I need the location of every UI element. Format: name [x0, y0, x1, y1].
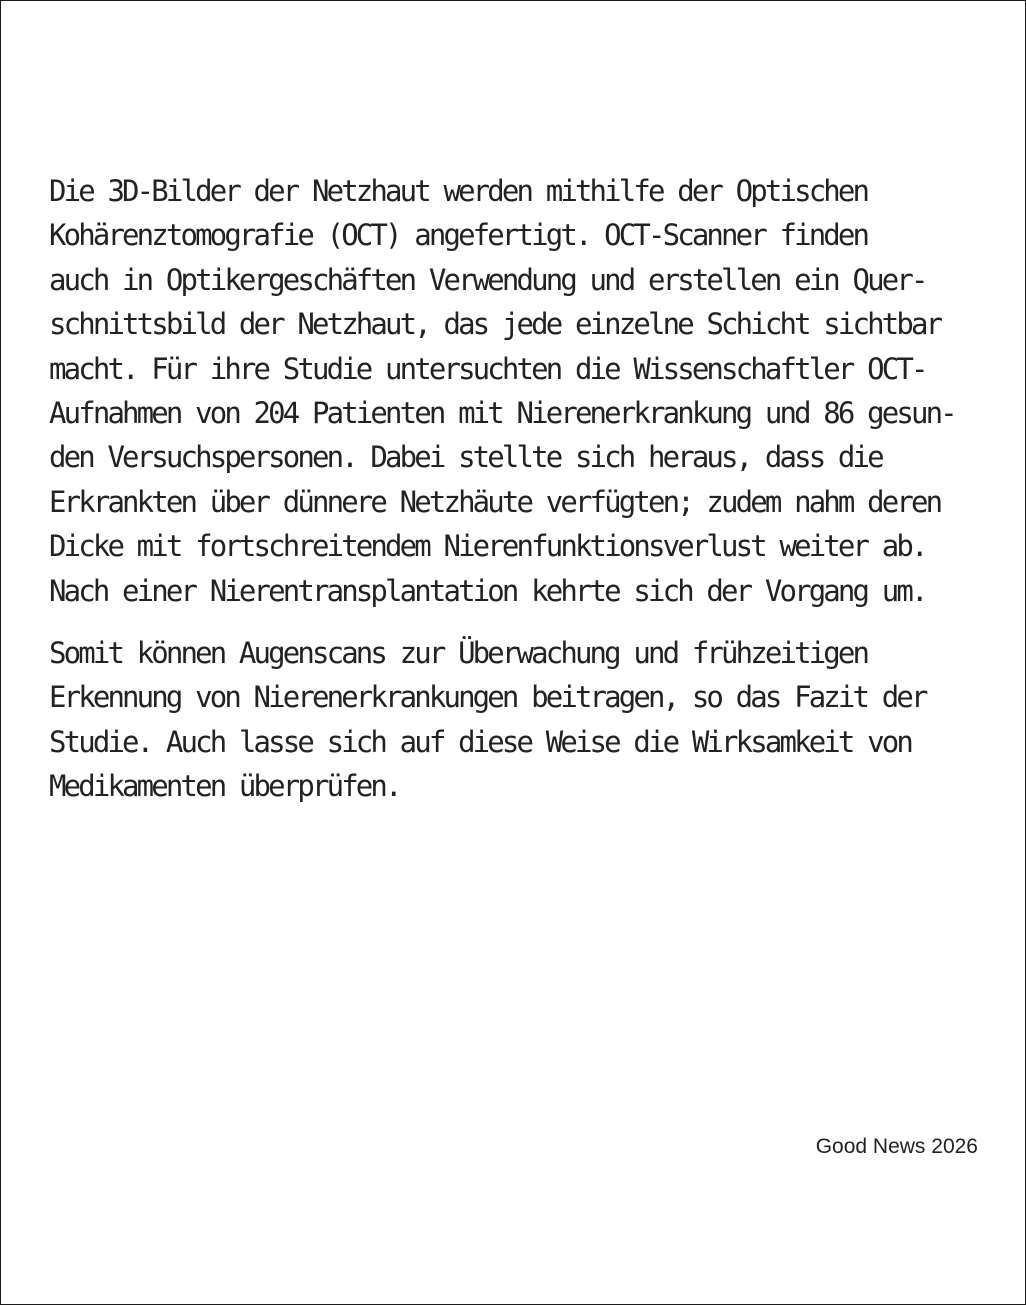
text-line: Aufnahmen von 204 Patienten mit Nierenerkrankung und 86 gesun-	[49, 396, 955, 431]
paragraph-2	[49, 631, 987, 809]
text-line: Kohärenztomografie (OCT) angefertigt. OCT-Scanner finden	[49, 218, 868, 253]
text-line: Somit können Augenscans zur Überwachung und frühzeitigen	[49, 636, 868, 671]
text-line: Erkennung von Nierenerkrankungen beitragen, so das Fazit der	[49, 680, 926, 715]
footer-credit: Good News 2026	[815, 1135, 978, 1158]
text-line: den Versuchspersonen. Dabei stellte sich heraus, dass die	[49, 440, 882, 475]
article-body	[49, 169, 987, 809]
text-line: Nach einer Nierentransplantation kehrte sich der Vorgang um.	[49, 573, 926, 608]
text-line: Erkrankten über dünnere Netzhäute verfügten; zudem nahm deren	[49, 484, 941, 519]
text-line: macht. Für ihre Studie untersuchten die Wissenschaftler OCT-	[49, 351, 926, 386]
text-line: auch in Optikergeschäften Verwendung und erstellen ein Quer-	[49, 262, 926, 297]
text-line: schnittsbild der Netzhaut, das jede einzelne Schicht sichtbar	[49, 307, 941, 342]
paragraph-1	[49, 169, 987, 613]
text-line: Dicke mit fortschreitendem Nierenfunktionsverlust weiter ab.	[49, 529, 926, 564]
text-line: Studie. Auch lasse sich auf diese Weise die Wirksamkeit von	[49, 724, 911, 759]
text-line: Medikamenten überprüfen.	[49, 769, 400, 804]
text-line: Die 3D-Bilder der Netzhaut werden mithilfe der Optischen	[49, 174, 868, 208]
